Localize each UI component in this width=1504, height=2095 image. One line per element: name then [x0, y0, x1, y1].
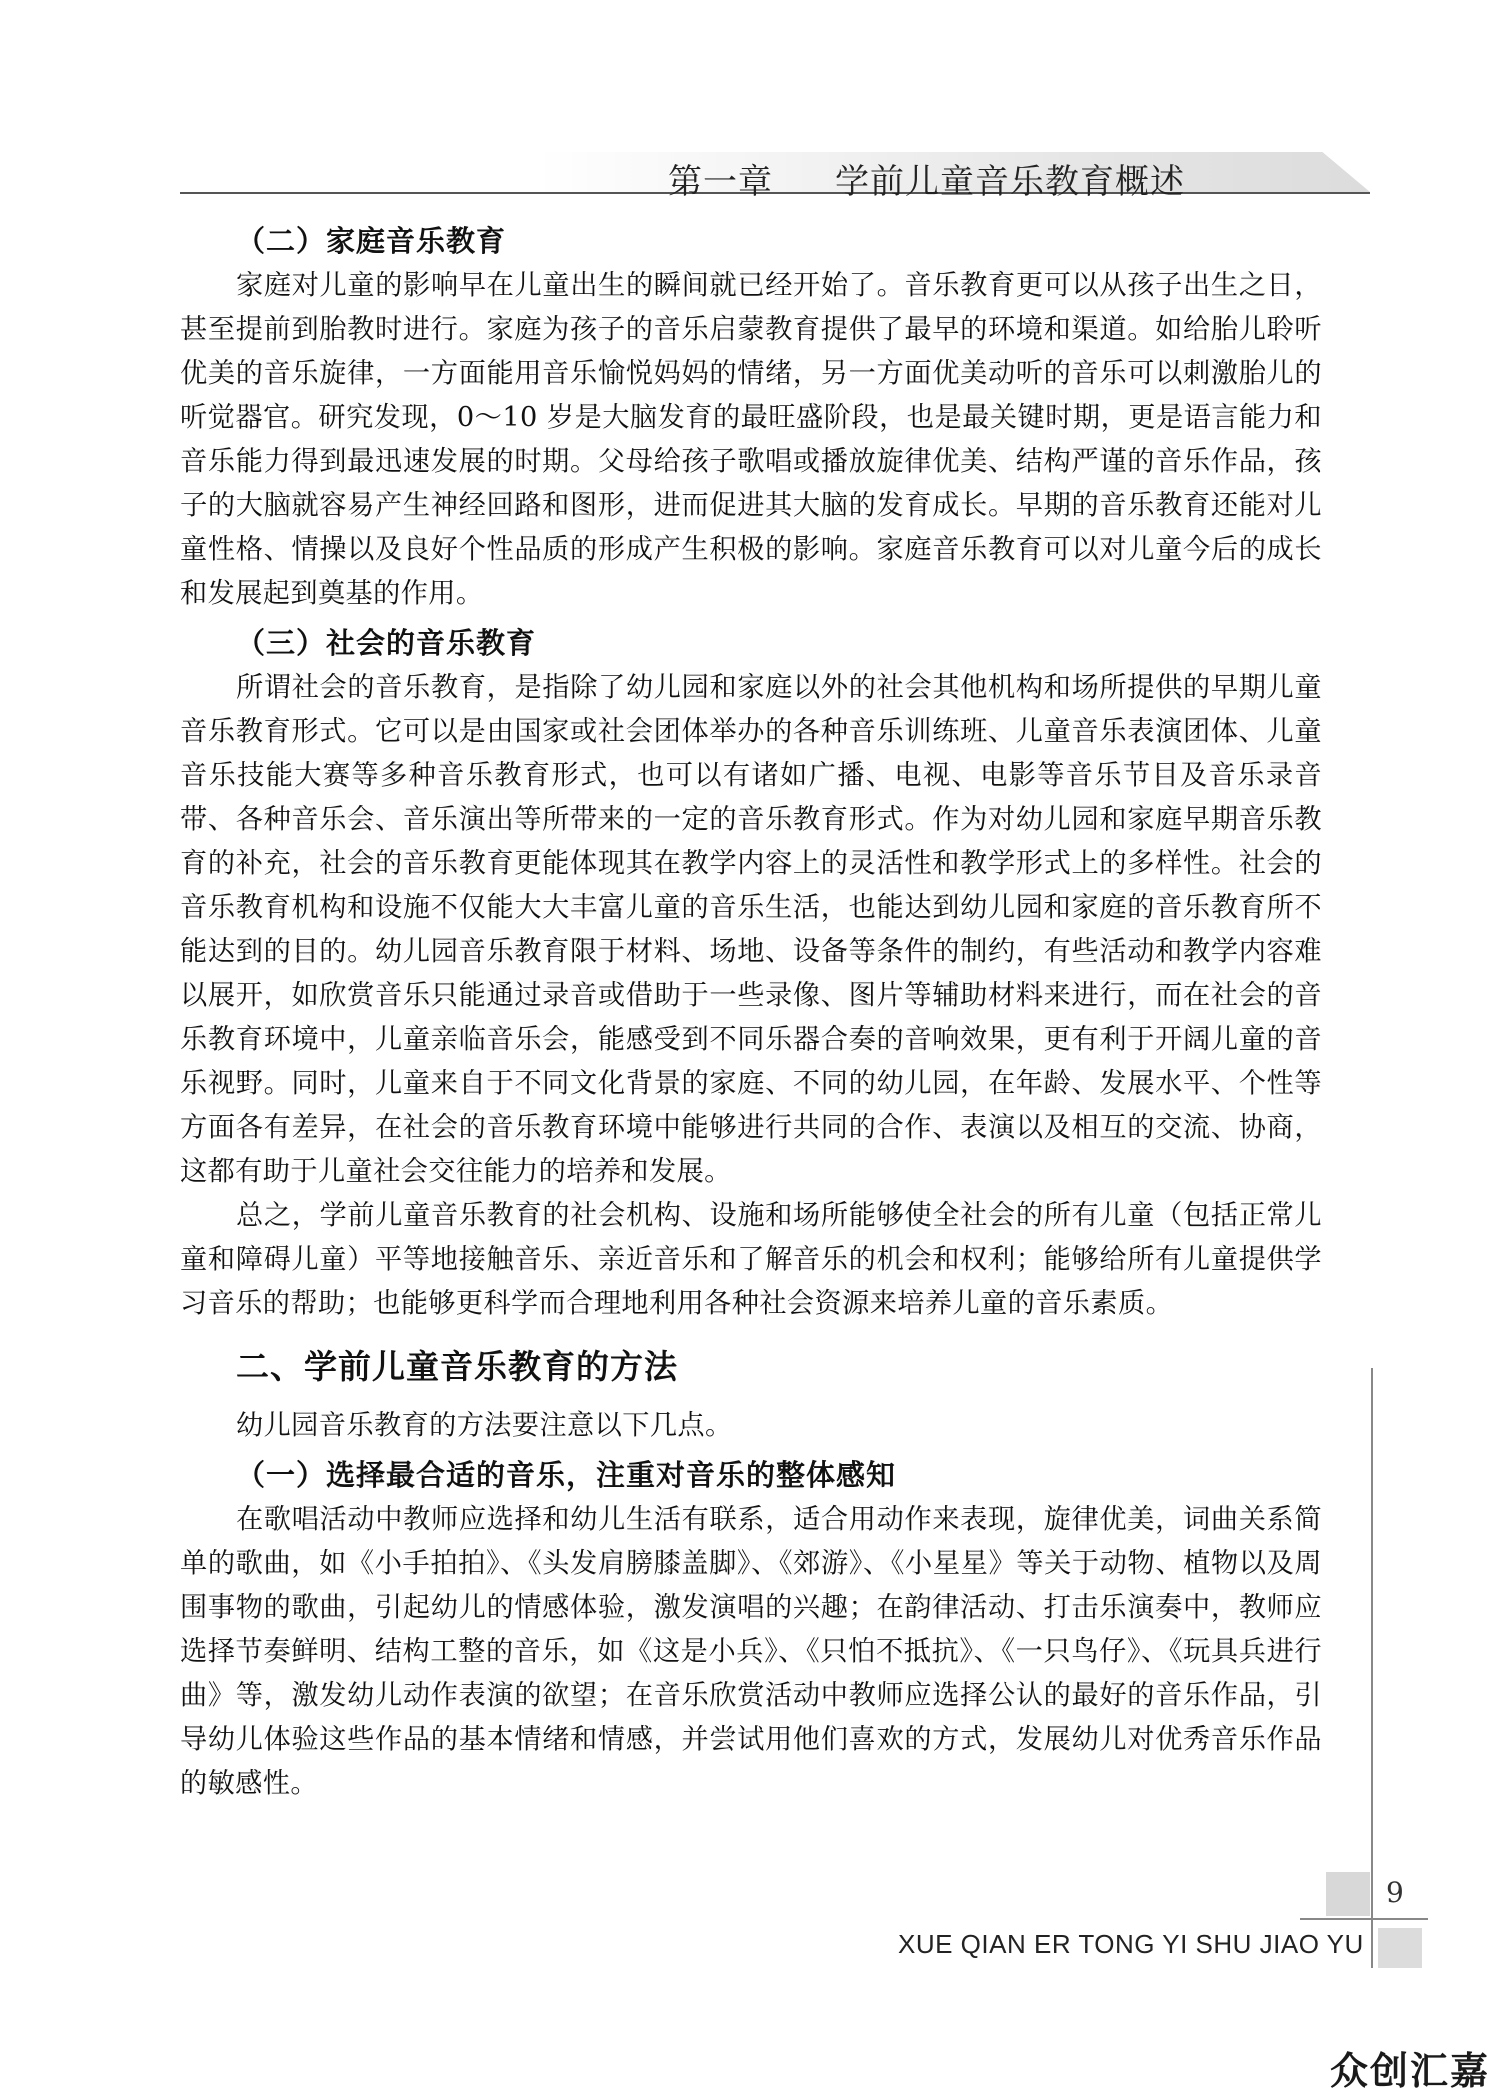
chapter-label: 第一章 — [668, 162, 773, 202]
running-header — [180, 152, 1370, 202]
heading-social-music-education: （三）社会的音乐教育 — [236, 626, 537, 660]
watermark: 众创汇嘉 — [1330, 2049, 1491, 2093]
chapter-title: 学前儿童音乐教育概述 — [835, 162, 1185, 202]
margin-rule — [1371, 1368, 1373, 1968]
page-body — [180, 218, 1322, 1806]
paragraph-intro: 幼儿园音乐教育的方法要注意以下几点。 — [236, 1410, 733, 1441]
header-gradient-band — [180, 152, 1370, 192]
page-number-box — [1326, 1872, 1370, 1916]
header-rule — [180, 192, 1370, 194]
paragraph: 在歌唱活动中教师应选择和幼儿生活有联系，适合用动作来表现，旋律优美，词曲关系简单的歌曲，如《小手拍拍》、《头发肩膀膝盖脚》、《郊游》、《小星星》等关于动物、植物以及周围事物的歌曲，引起幼儿的情感体验，激发演唱的兴趣；在韵律活动、打击乐演奏中，教师应选择节奏鲜明、结构工整的音乐，如《这是小兵》、《只怕不抵抗》、《一只鸟仔》、《玩具兵进行曲》等，激发幼儿动作表演的欲望；在音乐欣赏活动中教师应选择公认的最好的音乐作品，引导幼儿体验这些作品的基本情绪和情感，并尝试用他们喜欢的方式，发展幼儿对优秀音乐作品的敏感性。 — [180, 1504, 1322, 1799]
page-number: 9 — [1386, 1876, 1404, 1909]
section-heading-methods: 二、学前儿童音乐教育的方法 — [236, 1347, 678, 1386]
footer-rule — [1300, 1918, 1428, 1920]
paragraph: 家庭对儿童的影响早在儿童出生的瞬间就已经开始了。音乐教育更可以从孩子出生之日，甚至提前到胎教时进行。家庭为孩子的音乐启蒙教育提供了最早的环境和渠道。如给胎儿聆听优美的音乐旋律，一方面能用音乐愉悦妈妈的情绪，另一方面优美动听的音乐可以刺激胎儿的听觉器官。研究发现，0～10 岁是大脑发育的最旺盛阶段，也是最关键时期，更是语言能力和音乐能力得到最迅速发展的时期。父母给孩子歌唱或播放旋律优美、结构严谨的音乐作品，孩子的大脑就容易产生神经回路和图形，进而促进其大脑的发育成长。早期的音乐教育还能对儿童性格、情操以及良好个性品质的形成产生积极的影响。家庭音乐教育可以对儿童今后的成长和发展起到奠基的作用。 — [180, 270, 1322, 609]
heading-family-music-education: （二）家庭音乐教育 — [236, 224, 507, 258]
footer-box — [1378, 1928, 1422, 1968]
heading-choose-music: （一）选择最合适的音乐，注重对音乐的整体感知 — [236, 1458, 897, 1492]
paragraph: 总之，学前儿童音乐教育的社会机构、设施和场所能够使全社会的所有儿童（包括正常儿童和障碍儿童）平等地接触音乐、亲近音乐和了解音乐的机会和权利；能够给所有儿童提供学习音乐的帮助；也能够更科学而合理地利用各种社会资源来培养儿童的音乐素质。 — [180, 1200, 1322, 1319]
series-title-pinyin: XUE QIAN ER TONG YI SHU JIAO YU — [898, 1929, 1364, 1959]
paragraph: 所谓社会的音乐教育，是指除了幼儿园和家庭以外的社会其他机构和场所提供的早期儿童音乐教育形式。它可以是由国家或社会团体举办的各种音乐训练班、儿童音乐表演团体、儿童音乐技能大赛等多种音乐教育形式，也可以有诸如广播、电视、电影等音乐节目及音乐录音带、各种音乐会、音乐演出等所带来的一定的音乐教育形式。作为对幼儿园和家庭早期音乐教育的补充，社会的音乐教育更能体现其在教学内容上的灵活性和教学形式上的多样性。社会的音乐教育机构和设施不仅能大大丰富儿童的音乐生活，也能达到幼儿园和家庭的音乐教育所不能达到的目的。幼儿园音乐教育限于材料、场地、设备等条件的制约，有些活动和教学内容难以展开，如欣赏音乐只能通过录音或借助于一些录像、图片等辅助材料来进行，而在社会的音乐教育环境中，儿童亲临音乐会，能感受到不同乐器合奏的音响效果，更有利于开阔儿童的音乐视野。同时，儿童来自于不同文化背景的家庭、不同的幼儿园，在年龄、发展水平、个性等方面各有差异，在社会的音乐教育环境中能够进行共同的合作、表演以及相互的交流、协商，这都有助于儿童社会交往能力的培养和发展。 — [180, 672, 1322, 1187]
